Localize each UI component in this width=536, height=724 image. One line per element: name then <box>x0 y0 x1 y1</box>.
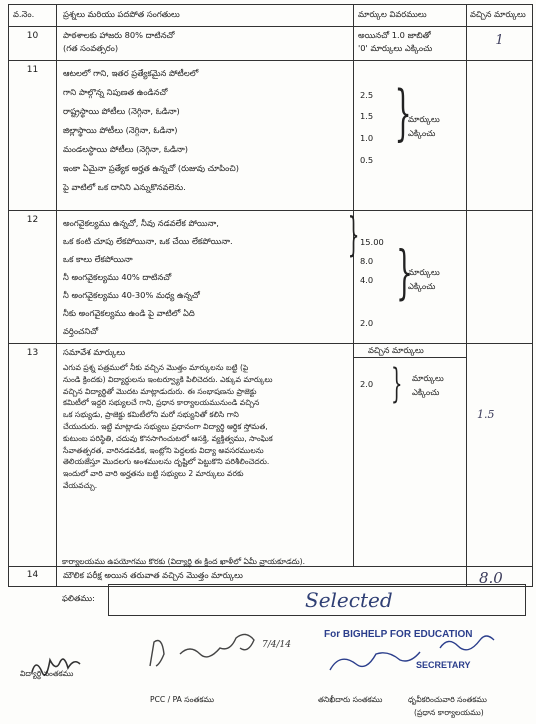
table-row-13 <box>9 344 533 567</box>
paragraph-line: తెలియజేస్తూ మొదలగు అంశములను దృష్టిలో పెట్టుకొని పరిశీలించెదరు. <box>63 457 270 467</box>
marks-value: 4.0 <box>360 275 374 285</box>
marks-note: అయినచో 1.0 జాబితో <box>358 30 431 40</box>
result-label: ఫలితము: <box>62 593 95 603</box>
row-text-line: ఆటలలో గాని, ఇతర ప్రత్యేకమైన పోటీలలో <box>63 68 199 78</box>
brace-icon: } <box>390 361 403 407</box>
row-text-line: నీకు అంగవైకల్యము ఉండి పై వాటిలో ఏది <box>63 308 195 318</box>
brace-icon: } <box>347 207 360 261</box>
paragraph-line: చేయుదురు. ఇట్టి మాట్లాడు సభ్యులు ప్రధానంగా విద్యార్థి ఆర్థిక స్తోమత, <box>63 421 268 431</box>
row-text-line: పాఠశాలకు హాజరు 80% దాటినచో <box>63 30 175 40</box>
row-text-line: వర్తించనిచో <box>63 326 99 336</box>
paragraph-line: ఒక సభ్యుడు, ప్రాజెక్టు కమిటీలోని మరో సభ్యునితో కలిసి గాని <box>63 410 239 420</box>
table-row-12 <box>9 211 533 344</box>
paragraph-line: ఇందులో వారి వారి అర్హతను బట్టి సభ్యులు 2 మార్కులు వరకు <box>63 469 244 479</box>
paragraph-line: నుండి క్రిందకు) విద్యార్థులను ఇంటర్వ్యూకి పిలిచెదరు. ఎక్కువ మార్కులు <box>63 374 273 384</box>
row-text-line: ఇంకా ఏమైనా ప్రత్యేక అర్హత ఉన్నచో (రుజువు చూపించి) <box>63 163 239 173</box>
organization-stamp: For BIGHELP FOR EDUCATION <box>324 629 473 640</box>
row-text-line: గాని పాల్గొన్న నిపుణత ఉండినచో <box>63 87 168 97</box>
row-text-line: ఒక కాలు లేకపోయినా <box>63 254 133 264</box>
obtained-marks: 1 <box>495 33 504 48</box>
marks-value: 1.0 <box>360 133 374 143</box>
result-handwriting: Selected <box>305 588 393 612</box>
table-header-row <box>9 5 533 27</box>
brace-icon: } <box>394 78 412 148</box>
marks-label: మార్కులు <box>408 114 440 124</box>
inspector-signature-label: తనిఖీదారు సంతకము <box>318 695 383 704</box>
row-text-line: అంగవైకల్యము ఉన్నచో, నీవు నడవలేక పోయినా, <box>63 218 219 228</box>
row-text-line: జిల్లాస్థాయి పోటీలు (నెగ్గినా, ఓడినా) <box>63 125 178 135</box>
total-marks: 8.0 <box>479 569 503 587</box>
row-number: 14 <box>9 567 57 587</box>
marks-label: ఎక్కించు <box>412 387 440 397</box>
marks-value: 2.5 <box>360 90 374 100</box>
marks-table <box>8 4 533 587</box>
marks-value: 1.5 <box>360 111 374 121</box>
handwritten-date: 7/4/14 <box>262 640 291 650</box>
section-paragraph <box>63 362 347 492</box>
paragraph-line: వచ్చిన విద్యార్థితో మొదట మాట్లాడుదురు. ఈ సంభాషణను ప్రాజెక్టు <box>63 386 257 396</box>
row-text-line: రాష్ట్రస్థాయి పోటీలు (నెగ్గినా, ఓడినా) <box>63 106 180 116</box>
row-number: 13 <box>9 344 57 567</box>
signature-scribbles <box>0 610 536 690</box>
marks-value: 2.0 <box>360 318 374 328</box>
table-row-10 <box>9 27 533 61</box>
paragraph-line: వేయవచ్చు. <box>63 480 98 490</box>
marks-label: మార్కులు <box>412 373 444 383</box>
row-text-line: (గత సంవత్సరం) <box>63 43 119 53</box>
row-text-line: పై వాటిలో ఒక దానిని ఎన్నుకొనవలెను. <box>63 182 186 192</box>
paragraph-line: ఎగువ ప్రశ్న పత్రములో నీకు వచ్చిన మొత్తం మార్కులను బట్టి (పై <box>63 363 249 372</box>
header-sno: వ.నెం. <box>9 5 57 27</box>
brace-icon: } <box>396 238 413 306</box>
header-obtained: వచ్చిన మార్కులు <box>467 5 533 27</box>
sub-header: వచ్చిన మార్కులు <box>354 344 466 358</box>
marks-label: ఎక్కించు <box>408 128 436 138</box>
row-number: 12 <box>9 211 57 344</box>
marks-label: ఎక్కించు <box>408 281 436 291</box>
inspector-signature <box>330 652 420 670</box>
row-text-line: ఒక కంటి చూపు లేకపోయినా, ఒక చేయి లేకపోయినా. <box>63 236 233 246</box>
marks-label: మార్కులు <box>408 267 440 277</box>
header-questions: ప్రశ్నలు మరియు పదపోత సంగతులు <box>57 5 354 27</box>
row-number: 10 <box>9 27 57 61</box>
obtained-marks: 1.5 <box>477 408 495 421</box>
table-row-11 <box>9 61 533 211</box>
pcc-signature <box>150 634 254 666</box>
section-title: సమావేశ మార్కులు <box>63 347 126 357</box>
row-text-line: నీ అంగవైకల్యము 40% దాటినచో <box>63 272 172 282</box>
row-text-line: మౌలిక పరీక్ష అయిన తరువాత వచ్చిన మొత్తం మార్కులు <box>63 570 243 580</box>
row-text-line: నీ అంగవైకల్యము 40-30% మధ్య ఉన్నచో <box>63 290 200 300</box>
marks-note: '0' మార్కులు ఎక్కించు <box>358 43 433 53</box>
marks-value: 0.5 <box>360 155 374 165</box>
paragraph-line: కమిటీలో ఇద్దరి సభ్యులచే గాని, ప్రధాన కార్యాలయమునుండి వచ్చిన <box>63 398 260 408</box>
pcc-signature-label: PCC / PA సంతకము <box>150 695 214 704</box>
paragraph-line: సేవాతత్పరత, వారినడవడిక, ఇంట్లోని పెద్దలకు విద్యా అవసరములను <box>63 445 264 455</box>
marks-value: 2.0 <box>360 379 374 389</box>
head-office-label: (ప్రధాన కార్యాలయము) <box>414 708 484 717</box>
header-marks-details: మార్కుల వివరములు <box>354 5 467 27</box>
stamp-secretary: SECRETARY <box>416 660 471 670</box>
row-text-line: మండలస్థాయి పోటీలు (నెగ్గినా, ఓడినా) <box>63 144 188 154</box>
paragraph-line: కుటుంబ పరిస్థితి, చదువు కొనసాగించుటలో ఆసక్తి, వ్యక్తిత్వము, సాంఘిక <box>63 433 273 443</box>
row-number: 11 <box>9 61 57 211</box>
secretary-signature <box>440 636 494 650</box>
office-use-note: కార్యాలయము ఉపయోగము కొరకు (విద్యార్థి ఈ క్రింద ఖాళీలో ఏమీ వ్రాయకూడదు). <box>62 557 306 566</box>
verifier-signature-label: ధృవీకరించువారి సంతకము <box>408 695 487 704</box>
student-signature-label: విద్యార్థి సంతకము <box>20 669 74 678</box>
marks-value: 15.00 <box>360 237 384 247</box>
marks-value: 8.0 <box>360 256 374 266</box>
